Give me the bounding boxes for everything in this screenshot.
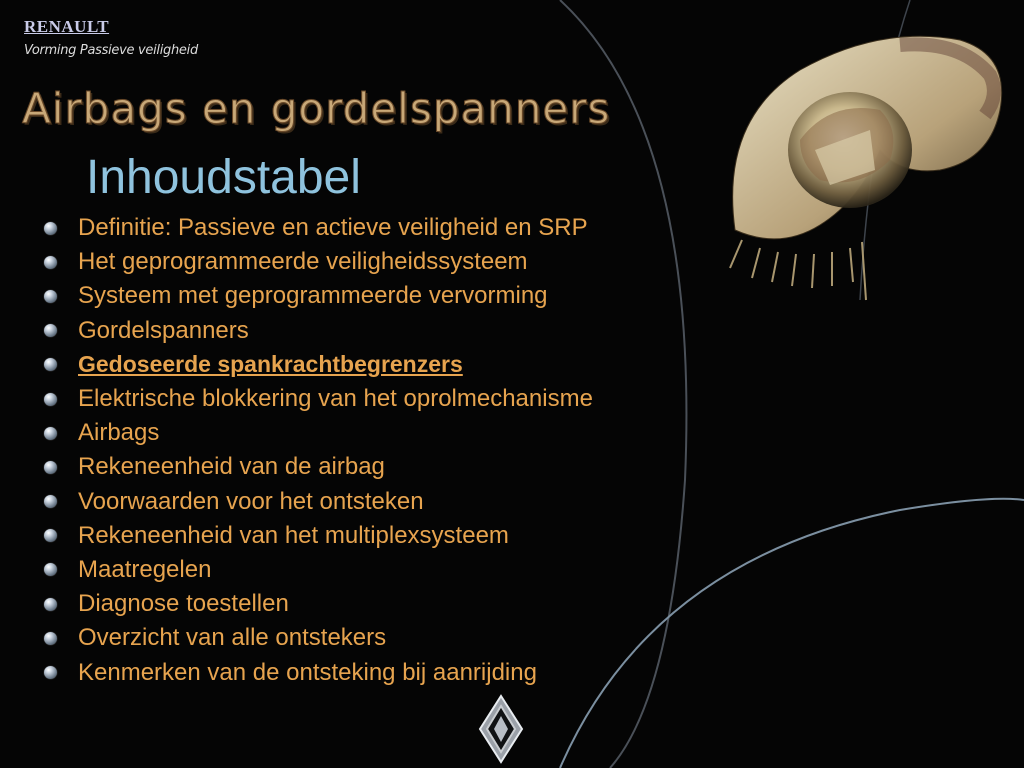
toc-item-oprolmechanisme[interactable] (44, 382, 593, 416)
toc-item-label: Voorwaarden voor het ontsteken (78, 487, 424, 515)
toc-item-label: Maatregelen (78, 555, 212, 583)
sphere-bullet-icon (44, 632, 57, 645)
slide-title: Airbags en gordelspanners (22, 84, 611, 133)
sphere-bullet-icon (44, 222, 57, 235)
sphere-bullet-icon (44, 461, 57, 474)
course-subtitle: Vorming Passieve veiligheid (24, 43, 198, 58)
toc-item-vervorming[interactable] (44, 279, 593, 313)
toc-item-ontstekers[interactable] (44, 621, 593, 655)
toc-item-rekeneenheid-airbag[interactable] (44, 450, 593, 484)
toc-item-multiplexsysteem[interactable] (44, 519, 593, 553)
toc-item-label: Kenmerken van de ontsteking bij aanrijding (78, 658, 537, 686)
toc-item-label: Rekeneenheid van het multiplexsysteem (78, 521, 509, 549)
sphere-bullet-icon (44, 290, 57, 303)
toc-item-label: Airbags (78, 419, 160, 447)
sphere-bullet-icon (44, 666, 57, 679)
sphere-bullet-icon (44, 529, 57, 542)
sphere-bullet-icon (44, 256, 57, 269)
toc-item-airbags[interactable] (44, 416, 593, 450)
toc-item-label: Gedoseerde spankrachtbegrenzers (78, 351, 463, 378)
toc-item-label: Elektrische blokkering van het oprolmechanisme (78, 385, 593, 413)
toc-item-label: Het geprogrammeerde veiligheidssysteem (78, 248, 528, 276)
toc-item-definitie[interactable] (44, 211, 593, 245)
toc-item-label: Diagnose toestellen (78, 590, 289, 618)
toc-list (44, 211, 593, 690)
sphere-bullet-icon (44, 324, 57, 337)
toc-item-label: Systeem met geprogrammeerde vervorming (78, 282, 548, 310)
sphere-bullet-icon (44, 563, 57, 576)
sphere-bullet-icon (44, 598, 57, 611)
toc-item-maatregelen[interactable] (44, 553, 593, 587)
toc-item-voorwaarden[interactable] (44, 485, 593, 519)
toc-item-label: Definitie: Passieve en actieve veiligheid en SRP (78, 214, 588, 242)
toc-item-diagnose[interactable] (44, 587, 593, 621)
toc-heading: Inhoudstabel (86, 151, 361, 204)
toc-item-veiligheidssysteem[interactable] (44, 245, 593, 279)
sphere-bullet-icon (44, 358, 57, 371)
orb-illustration (730, 36, 1002, 300)
sphere-bullet-icon (44, 495, 57, 508)
sphere-bullet-icon (44, 393, 57, 406)
toc-item-label: Gordelspanners (78, 316, 249, 344)
toc-item-ontsteking[interactable] (44, 655, 593, 689)
toc-item-label: Overzicht van alle ontstekers (78, 624, 387, 652)
toc-item-label: Rekeneenheid van de airbag (78, 453, 385, 481)
brand-name: RENAULT (24, 17, 110, 36)
toc-item-gordelspanners[interactable] (44, 314, 593, 348)
renault-logo-icon[interactable] (476, 694, 526, 764)
sphere-bullet-icon (44, 427, 57, 440)
toc-item-spankrachtbegrenzers[interactable] (44, 348, 593, 382)
